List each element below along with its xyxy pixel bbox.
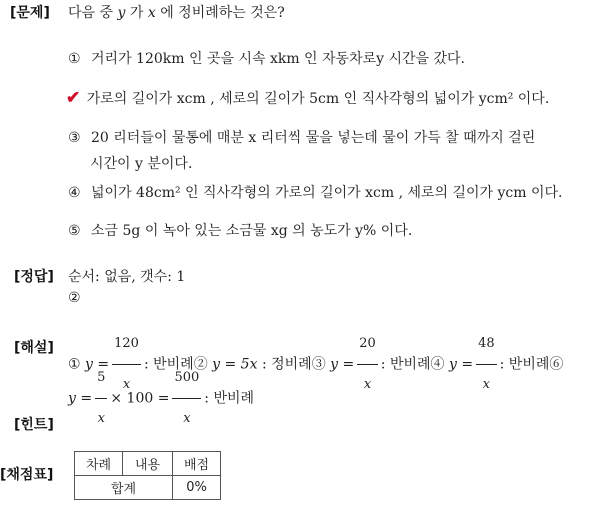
rubric-total-label: 합계 <box>75 476 173 500</box>
option-number: ③ <box>68 130 81 146</box>
stem-text: 다음 중 <box>68 5 118 21</box>
option-number: ⑤ <box>68 223 81 239</box>
rubric-header-row <box>75 452 221 476</box>
rubric-label: [채점표] <box>0 467 54 483</box>
answer-label: [정답] <box>14 269 54 285</box>
explanation-line-2 <box>68 358 254 439</box>
stem-var-y: y <box>117 5 126 21</box>
option-text: 넓이가 48cm² 인 직사각형의 가로의 길이가 xcm , 세로의 길이가 ycm 이다. <box>91 185 563 201</box>
option-text: 거리가 120km 인 곳을 시속 xkm 인 자동차로y 시간을 갔다. <box>91 51 465 67</box>
explanation-number: ④ <box>430 356 445 373</box>
explanation-number: ⑥ <box>549 356 564 373</box>
fraction <box>476 324 497 405</box>
rubric-total-row <box>75 476 221 500</box>
stem-var-x: x <box>147 5 156 21</box>
fraction <box>172 358 201 439</box>
rubric-header-score: 배점 <box>173 452 221 476</box>
fraction <box>95 358 107 439</box>
equation: y = 5x <box>212 356 258 373</box>
fraction-numerator: 500 <box>174 370 200 385</box>
option-2 <box>66 88 549 108</box>
stem-text: 가 <box>125 5 148 21</box>
rubric-table <box>74 451 221 500</box>
fraction-numerator: 20 <box>359 336 376 351</box>
option-number: ① <box>68 51 81 67</box>
stem-text: 에 정비례하는 것은? <box>155 5 285 21</box>
explanation-result: : 반비례 <box>204 390 255 407</box>
check-icon: ✔ <box>66 88 81 108</box>
explanation-label: [해설] <box>14 340 54 356</box>
answer-value: ② <box>68 290 81 306</box>
rubric-header-order: 차례 <box>75 452 123 476</box>
hint-label: [힌트] <box>14 417 54 433</box>
equation-lhs: y = <box>68 390 93 407</box>
explanation-result: : 반비례 <box>380 356 431 373</box>
option-3-continuation: 시간이 y 분이다. <box>90 156 193 172</box>
answer-order-line: 순서: 없음, 갯수: 1 <box>68 269 186 285</box>
question-label: [문제] <box>10 5 50 21</box>
option-text: 20 리터들이 물통에 매분 x 리터씩 물을 넣는데 물이 가득 찰 때까지 걸린 <box>91 130 536 146</box>
fraction-denominator: x <box>172 398 201 439</box>
option-text: 소금 5g 이 녹아 있는 소금물 xg 의 농도가 y% 이다. <box>91 223 413 239</box>
explanation-number: ① <box>68 356 81 373</box>
option-1 <box>68 48 465 68</box>
fraction <box>357 324 378 405</box>
rubric-total-value: 0% <box>173 476 221 500</box>
option-3 <box>68 127 535 147</box>
fraction-denominator: x <box>476 364 497 405</box>
fraction-numerator: 48 <box>478 336 495 351</box>
fraction-numerator: 5 <box>97 370 106 385</box>
fraction-denominator: x <box>95 398 107 439</box>
equation-lhs: y = <box>330 356 355 373</box>
question-stem <box>68 2 285 22</box>
fraction-denominator: x <box>357 364 378 405</box>
option-5 <box>68 220 412 240</box>
fraction-numerator: 120 <box>114 336 139 351</box>
equation-lhs: y = <box>448 356 474 373</box>
equation-middle: × 100 = <box>110 390 170 407</box>
explanation-result: : 정비례 <box>261 356 312 373</box>
option-number: ④ <box>68 185 81 201</box>
equation-lhs: y = <box>85 356 110 373</box>
explanation-number: ③ <box>311 356 326 373</box>
option-text: 가로의 길이가 xcm , 세로의 길이가 5cm 인 직사각형의 넓이가 ycm² 이다. <box>86 91 550 107</box>
option-4 <box>68 182 563 202</box>
explanation-result: : 반비례 <box>143 356 194 373</box>
explanation-number: ② <box>193 356 208 373</box>
fraction-denominator: x <box>112 364 141 405</box>
rubric-header-content: 내용 <box>123 452 173 476</box>
explanation-result: : 반비례 <box>499 356 550 373</box>
